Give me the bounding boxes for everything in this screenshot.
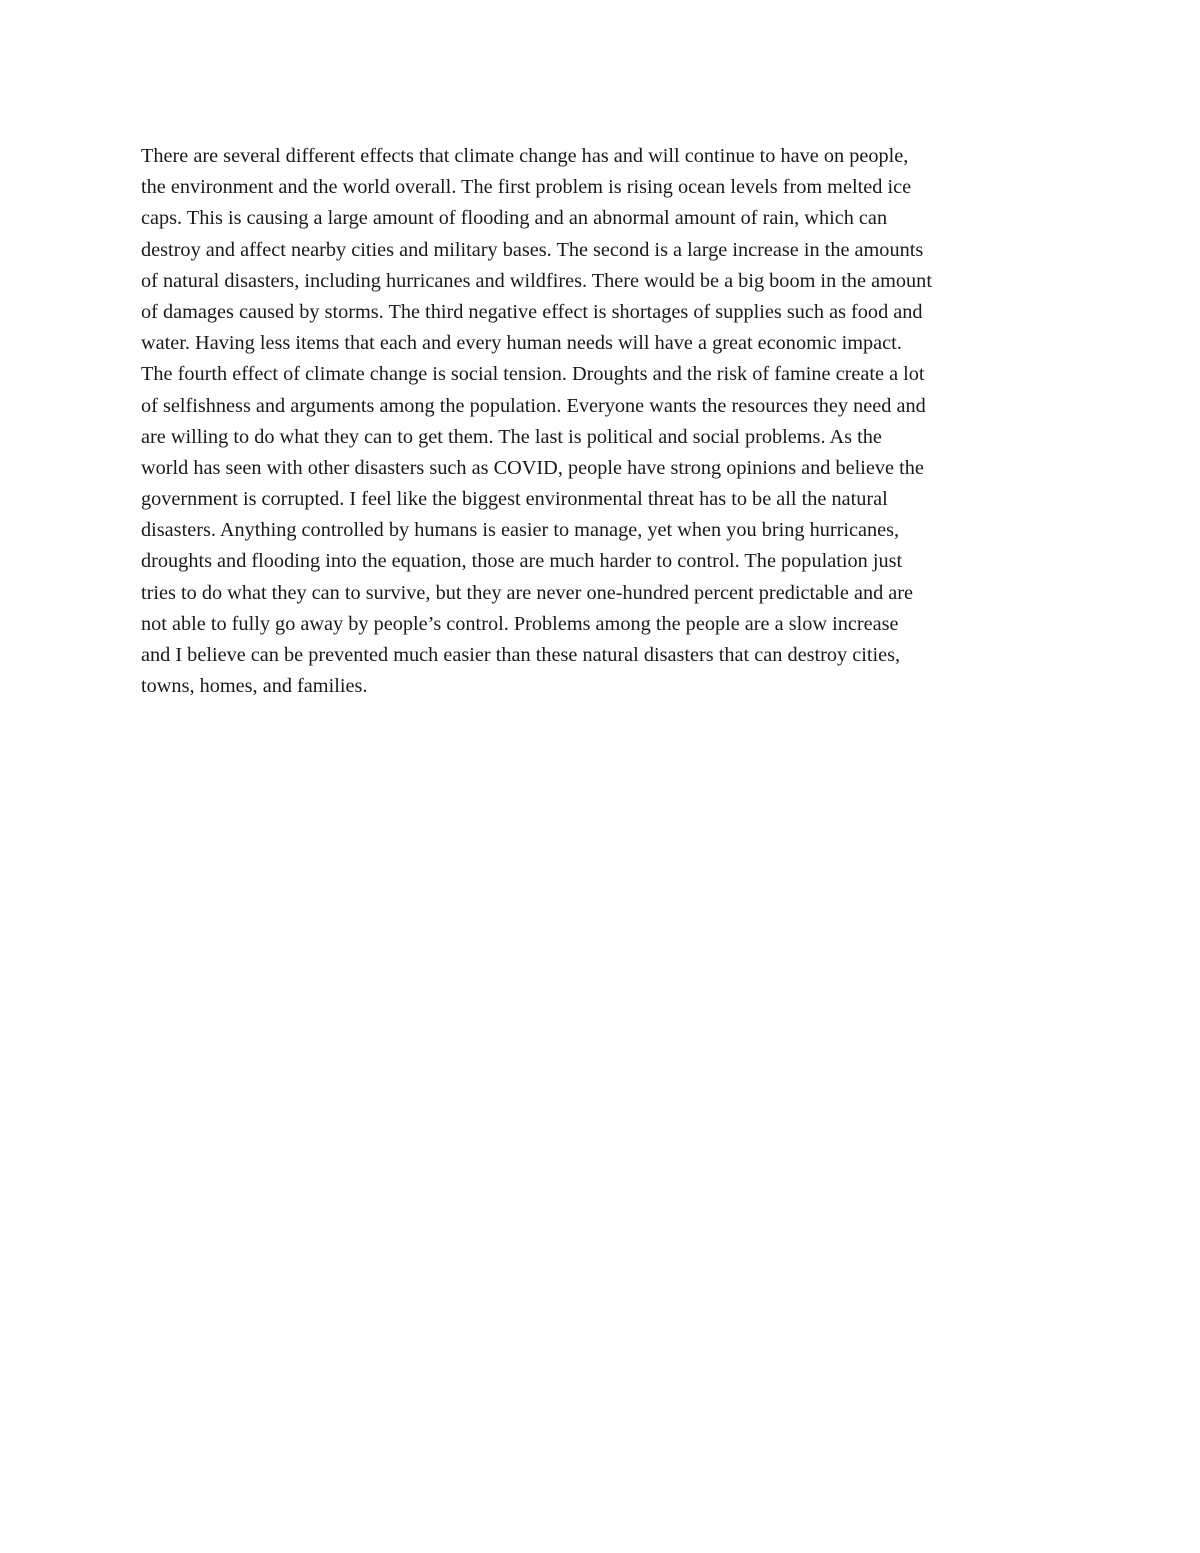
paragraph-line: of natural disasters, including hurricanes and wildfires. There would be a big boom in the amount [141,269,932,292]
paragraph-line: There are several different effects that climate change has and will continue to have on people, [141,145,909,167]
paragraph-line: the environment and the world overall. The first problem is rising ocean levels from melted ice [141,176,912,199]
paragraph-line: caps. This is causing a large amount of flooding and an abnormal amount of rain, which can [141,207,888,230]
paragraph-line: The fourth effect of climate change is social tension. Droughts and the risk of famine create a lot [141,363,925,386]
paragraph-line: towns, homes, and families. [141,675,368,698]
paragraph-line: of damages caused by storms. The third negative effect is shortages of supplies such as food and [141,300,923,323]
paragraph-line: not able to fully go away by people’s control. Problems among the people are a slow increase [141,612,899,635]
essay-paragraph [141,141,1071,702]
paragraph-line: world has seen with other disasters such as COVID, people have strong opinions and believe the [141,456,924,479]
paragraph-line: tries to do what they can to survive, but they are never one-hundred percent predictable and are [141,581,914,604]
paragraph-line: government is corrupted. I feel like the biggest environmental threat has to be all the natural [141,488,888,511]
paragraph-line: water. Having less items that each and every human needs will have a great economic impact. [141,332,902,355]
paragraph-line: disasters. Anything controlled by humans is easier to manage, yet when you bring hurricanes, [141,519,900,542]
paragraph-line: of selfishness and arguments among the population. Everyone wants the resources they need and [141,394,926,417]
paragraph-line: droughts and flooding into the equation, those are much harder to control. The population just [141,550,903,573]
paragraph-line: and I believe can be prevented much easier than these natural disasters that can destroy cities, [141,644,901,666]
paragraph-line: are willing to do what they can to get them. The last is political and social problems. As the [141,425,882,448]
paragraph-line: destroy and affect nearby cities and military bases. The second is a large increase in the amounts [141,238,924,261]
